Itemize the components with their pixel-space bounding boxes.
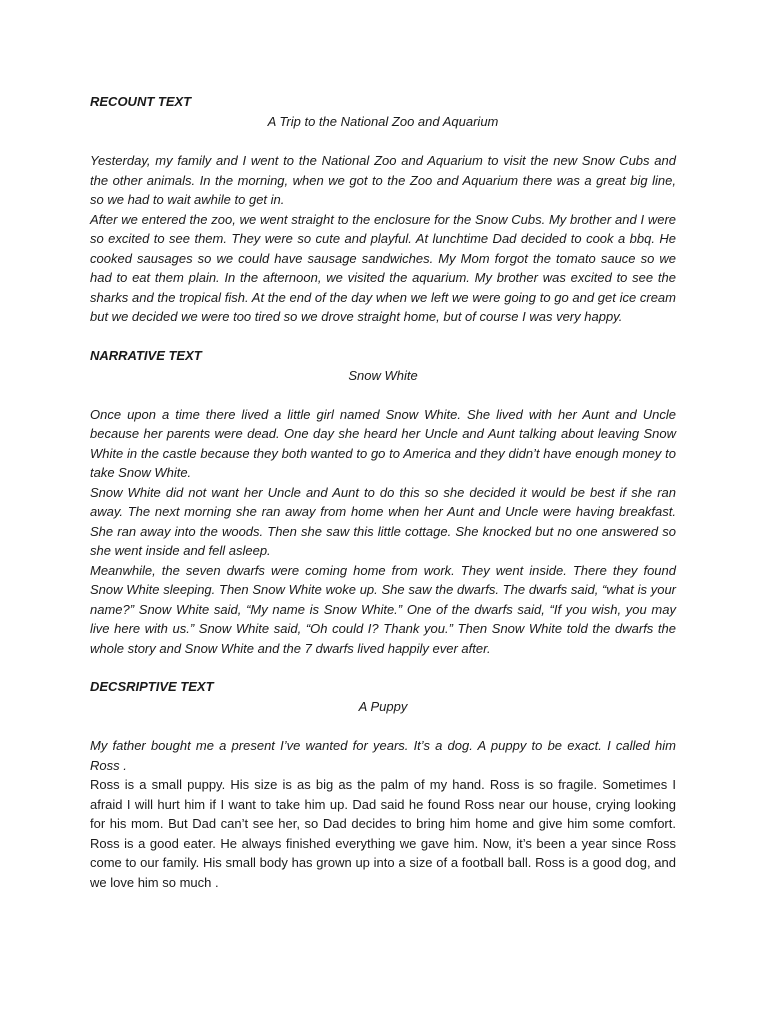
section-heading: DECSRIPTIVE TEXT <box>90 679 214 694</box>
paragraph: Snow White did not want her Uncle and Aunt to do this so she decided it would be best if she ran away. The next morning she ran away from home when her Aunt and Uncle were having breakfast. She ran away into the woods. Then she saw this little cottage. She knocked but no one answered so she went inside and fell asleep. <box>90 484 676 558</box>
section-title: A Puppy <box>358 699 408 714</box>
paragraph: Ross is a small puppy. His size is as big as the palm of my hand. Ross is so fragile. Sometimes I afraid I will hurt him if I want to take him up. Dad said he found Ross near our house, crying looking for his mom. But Dad can’t see her, so Dad decides to bring him home and give him some comfort. Ross is a good eater. He always finished everything we gave him. Now, it’s been a year since Ross come to our family. His small body has grown up into a size of a football ball. Ross is a good dog, and we love him so much . <box>90 777 676 890</box>
section-heading: RECOUNT TEXT <box>90 94 192 109</box>
section-heading: NARRATIVE TEXT <box>90 347 202 363</box>
descriptive-section <box>90 677 676 892</box>
paragraph: My father bought me a present I’ve wanted for years. It’s a dog. A puppy to be exact. I called him Ross . <box>90 738 676 773</box>
section-title: Snow White <box>348 367 418 383</box>
section-title: A Trip to the National Zoo and Aquarium <box>267 114 499 129</box>
paragraph: After we entered the zoo, we went straight to the enclosure for the Snow Cubs. My brother and I were so excited to see them. They were so cute and playful. At lunchtime Dad decided to cook a bbq. He cooked sausages so we could have sausage sandwiches. My Mom forgot the tomato sauce so we had to eat them plain. In the afternoon, we visited the aquarium. My brother was excited to see the sharks and the tropical fish. At the end of the day when we left we were going to go and get ice cream but we decided we were too tired so we drove straight home, but of course I was very happy. <box>90 211 676 324</box>
paragraph: Meanwhile, the seven dwarfs were coming home from work. They went inside. There they found Snow White sleeping. Then Snow White woke up. She saw the dwarfs. The dwarfs said, “what is your name?” Snow White said, “My name is Snow White.” One of the dwarfs said, “If you wish, you may live here with us.” Snow White said, “Oh could I? Thank you.” Then Snow White told the dwarfs the whole story and Snow White and the 7 dwarfs lived happily ever after. <box>90 562 676 656</box>
paragraph: Once upon a time there lived a little girl named Snow White. She lived with her Aunt and Uncle because her parents were dead. One day she heard her Uncle and Aunt talking about leaving Snow White in the castle because they both wanted to go to America and they didn’t have enough money to take Snow White. <box>90 406 676 480</box>
document-page <box>90 92 676 892</box>
paragraph: Yesterday, my family and I went to the National Zoo and Aquarium to visit the new Snow Cubs and the other animals. In the morning, when we got to the Zoo and Aquarium there was a great big line, so we had to wait awhile to get in. <box>90 153 676 207</box>
narrative-section <box>90 346 676 659</box>
recount-section <box>90 92 676 327</box>
